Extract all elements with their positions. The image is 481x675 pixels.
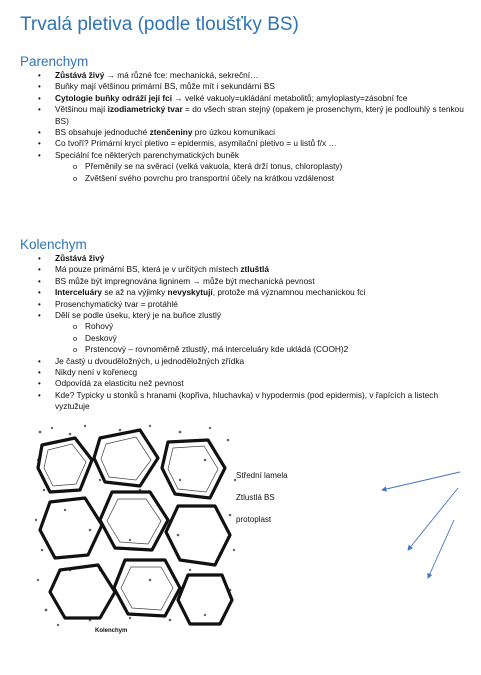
figure-caption: Kolenchym — [95, 628, 128, 634]
kolenchym-list — [0, 253, 470, 413]
text: Odpovídá za elasticitu než pevnost — [55, 378, 184, 389]
list-item — [0, 253, 470, 264]
bold-text: Zůstává živý — [55, 253, 105, 263]
kolenchym-figure — [30, 420, 240, 642]
text: se až na výjimky — [102, 287, 168, 298]
sub-list-item: o Prstencový – rovnoměrně ztlustlý, má interceluáry kde ukládá (COOH)2 — [55, 344, 470, 355]
list-item — [0, 127, 470, 138]
arrow-ztlustla-bs — [408, 488, 458, 550]
list-item — [0, 150, 470, 184]
list-item — [0, 367, 470, 378]
text: , protože má významnou mechanickou fci — [212, 287, 366, 298]
sub-list — [55, 321, 470, 355]
list-item — [0, 104, 470, 127]
sub-list-item: o Deskový — [55, 333, 470, 344]
arrow-protoplast — [428, 520, 454, 578]
list-item — [0, 390, 470, 413]
section-heading-parenchym: Parenchym — [20, 54, 89, 69]
list-item — [0, 264, 470, 275]
parenchym-list — [0, 70, 470, 184]
list-item — [0, 378, 470, 389]
text: BS obsahuje jednoduché — [55, 127, 150, 138]
text: Je častý u dvouděložných, u jednoděložných zřídka — [55, 355, 245, 366]
text: Nikdy není v kořenecg — [55, 367, 138, 378]
bold-text: Interceluáry — [55, 287, 103, 298]
list-item — [0, 276, 470, 287]
label-arrows — [370, 440, 470, 590]
page-title: Trvalá pletiva (podle tloušťky BS) — [20, 14, 299, 35]
bold-text: Zůstává živý — [55, 70, 105, 80]
label-protoplast: protoplast — [236, 515, 272, 524]
list-item — [0, 299, 470, 310]
text: = do všech stran stejný (opakem je prosenchym, který je podlouhlý s tenkou BS) — [55, 104, 464, 126]
sub-list-item: o Přeměnily se na svěrací (velká vakuola, která drží tonus, chloroplasty) — [55, 161, 470, 172]
text: pro úzkou komunikaci — [192, 127, 276, 138]
bold-text: ztenčeniny — [149, 127, 193, 138]
sub-list — [55, 161, 470, 184]
list-item — [0, 356, 470, 367]
text: → velké vakuoly=ukládání metabolitů; amyloplasty=zásobní fce — [172, 92, 408, 103]
label-ztlustla-bs: Ztlustlá BS — [236, 493, 275, 502]
list-item — [0, 81, 470, 92]
list-item — [0, 310, 470, 356]
section-heading-kolenchym: Kolenchym — [20, 237, 87, 252]
label-stredni-lamela: Střední lamela — [236, 471, 288, 480]
text: Co tvoří? Primární krycí pletivo = epidermis, asymilační pletivo = u listů f/x … — [55, 138, 337, 149]
text: BS může být impregnována ligninem → může být mechanická pevnost — [55, 275, 315, 286]
sub-list-item: o Zvětšení svého povrchu pro transportní účely na krátkou vzdálenost — [55, 173, 470, 184]
text: Prosenchymatický tvar = protáhlé — [55, 298, 178, 309]
bold-text: nevyskytují — [167, 287, 213, 298]
text: → má různé fce: mechanická, sekreční… — [104, 70, 259, 80]
text: Dělí se podle úseku, který je na buňce zlustlý — [55, 310, 222, 321]
list-item — [0, 287, 470, 298]
list-item — [0, 93, 470, 104]
bold-text: ztluštlá — [240, 264, 269, 275]
bold-text: izodiametrický tvar — [107, 104, 183, 115]
arrow-stredni-lamela — [382, 472, 460, 490]
text: Má pouze primární BS, která je v určitých místech — [55, 264, 241, 275]
text: Speciální fce některých parenchymatických buněk — [55, 149, 240, 160]
text: Většinou mají — [55, 104, 108, 115]
list-item — [0, 138, 470, 149]
text: Buňky mají většinou primární BS, může mít i sekundární BS — [55, 81, 275, 92]
text: Kde? Typicky u stonků s hranami (kopřiva, hluchavka) v hypodermis (pod epidermis), v řapících a listech vyztužuje — [55, 389, 439, 412]
list-item — [0, 70, 470, 81]
sub-list-item: o Rohový — [55, 321, 470, 332]
bold-text: Cytologie buňky odráží její fci — [55, 92, 173, 103]
